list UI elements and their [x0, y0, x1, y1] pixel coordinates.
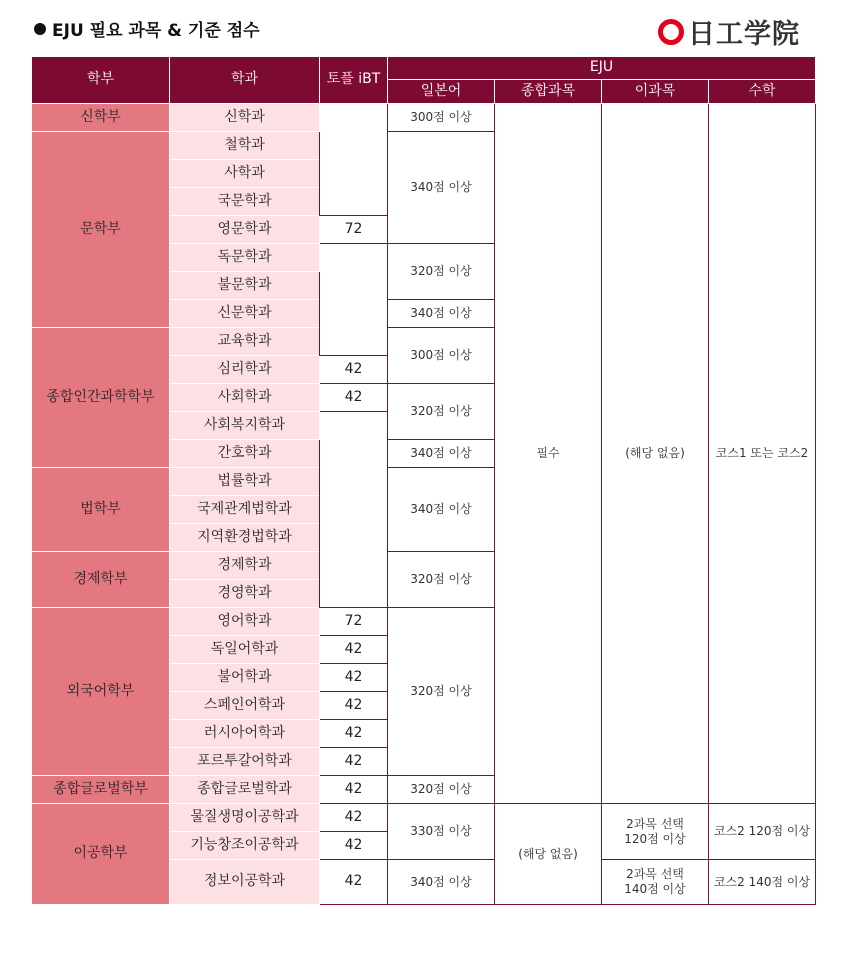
japanese-cell: 330점 이상 — [388, 804, 495, 860]
department-cell: 정보이공학과 — [170, 860, 320, 905]
department-cell: 신문학과 — [170, 300, 320, 328]
faculty-cell: 이공학부 — [32, 804, 170, 905]
toefl-cell: 42 — [320, 832, 388, 860]
department-cell: 불문학과 — [170, 272, 320, 300]
page-title-text: EJU 필요 과목 & 기준 점수 — [52, 21, 260, 41]
department-cell: 심리학과 — [170, 356, 320, 384]
page-title — [34, 16, 260, 41]
japanese-cell: 320점 이상 — [388, 552, 495, 608]
toefl-cell — [320, 104, 388, 216]
science-choice-line1: 2과목 선택 — [626, 816, 684, 831]
department-cell: 불어학과 — [170, 664, 320, 692]
toefl-cell: 42 — [320, 720, 388, 748]
toefl-cell: 42 — [320, 692, 388, 720]
logo-text: 日工学院 — [688, 19, 800, 50]
header-math: 수학 — [709, 80, 816, 104]
header-eju: EJU — [388, 57, 816, 80]
department-cell: 기능창조이공학과 — [170, 832, 320, 860]
header-japanese: 일본어 — [388, 80, 495, 104]
math-cell: 코스2 140점 이상 — [709, 860, 816, 905]
math-cell: 코스1 또는 코스2 — [709, 104, 816, 804]
toefl-cell: 42 — [320, 776, 388, 804]
toefl-cell: 42 — [320, 636, 388, 664]
table-row — [32, 804, 816, 832]
page-header — [34, 12, 814, 50]
toefl-cell: 42 — [320, 804, 388, 832]
header-department: 학과 — [170, 57, 320, 104]
toefl-cell: 42 — [320, 384, 388, 412]
department-cell: 러시아어학과 — [170, 720, 320, 748]
table-row — [32, 104, 816, 132]
toefl-cell: 42 — [320, 664, 388, 692]
japanese-cell: 320점 이상 — [388, 244, 495, 300]
science-cell — [602, 804, 709, 860]
header-faculty: 학부 — [32, 57, 170, 104]
logo-circle-icon — [658, 19, 684, 45]
toefl-cell: 42 — [320, 860, 388, 905]
department-cell: 영문학과 — [170, 216, 320, 244]
math-cell: 코스2 120점 이상 — [709, 804, 816, 860]
department-cell: 사학과 — [170, 160, 320, 188]
department-cell: 영어학과 — [170, 608, 320, 636]
toefl-cell: 42 — [320, 748, 388, 776]
toefl-cell — [320, 412, 388, 608]
department-cell: 철학과 — [170, 132, 320, 160]
toefl-cell — [320, 244, 388, 356]
department-cell: 법률학과 — [170, 468, 320, 496]
eju-requirements-table — [31, 56, 816, 905]
bullet-icon — [34, 23, 46, 35]
japanese-cell: 300점 이상 — [388, 328, 495, 384]
faculty-cell: 종합글로벌학부 — [32, 776, 170, 804]
japanese-cell: 340점 이상 — [388, 860, 495, 905]
japanese-cell: 340점 이상 — [388, 300, 495, 328]
japanese-cell: 320점 이상 — [388, 384, 495, 440]
department-cell: 사회복지학과 — [170, 412, 320, 440]
faculty-cell: 문학부 — [32, 132, 170, 328]
department-cell: 독문학과 — [170, 244, 320, 272]
department-cell: 사회학과 — [170, 384, 320, 412]
header-science: 이과목 — [602, 80, 709, 104]
department-cell: 경영학과 — [170, 580, 320, 608]
department-cell: 스페인어학과 — [170, 692, 320, 720]
faculty-cell: 종합인간과학학부 — [32, 328, 170, 468]
department-cell: 신학과 — [170, 104, 320, 132]
header-general: 종합과목 — [495, 80, 602, 104]
department-cell: 간호학과 — [170, 440, 320, 468]
general-cell: 필수 — [495, 104, 602, 804]
japanese-cell: 300점 이상 — [388, 104, 495, 132]
faculty-cell: 외국어학부 — [32, 608, 170, 776]
general-cell: (해당 없음) — [495, 804, 602, 905]
japanese-cell: 320점 이상 — [388, 776, 495, 804]
japanese-cell: 320점 이상 — [388, 608, 495, 776]
faculty-cell: 경제학부 — [32, 552, 170, 608]
department-cell: 국문학과 — [170, 188, 320, 216]
department-cell: 지역환경법학과 — [170, 524, 320, 552]
science-cell — [602, 860, 709, 905]
department-cell: 독일어학과 — [170, 636, 320, 664]
science-cell: (해당 없음) — [602, 104, 709, 804]
japanese-cell: 340점 이상 — [388, 440, 495, 468]
department-cell: 교육학과 — [170, 328, 320, 356]
header-toefl: 토플 iBT — [320, 57, 388, 104]
department-cell: 경제학과 — [170, 552, 320, 580]
toefl-cell: 72 — [320, 608, 388, 636]
faculty-cell: 신학부 — [32, 104, 170, 132]
science-choice-line2: 120점 이상 — [624, 831, 686, 846]
department-cell: 물질생명이공학과 — [170, 804, 320, 832]
department-cell: 종합글로벌학과 — [170, 776, 320, 804]
department-cell: 국제관계법학과 — [170, 496, 320, 524]
science-choice-line2: 140점 이상 — [624, 882, 686, 896]
logo — [658, 12, 800, 51]
department-cell: 포르투갈어학과 — [170, 748, 320, 776]
toefl-cell: 72 — [320, 216, 388, 244]
science-choice-line1: 2과목 선택 — [626, 867, 684, 881]
japanese-cell: 340점 이상 — [388, 468, 495, 552]
faculty-cell: 법학부 — [32, 468, 170, 552]
toefl-cell: 42 — [320, 356, 388, 384]
japanese-cell: 340점 이상 — [388, 132, 495, 244]
